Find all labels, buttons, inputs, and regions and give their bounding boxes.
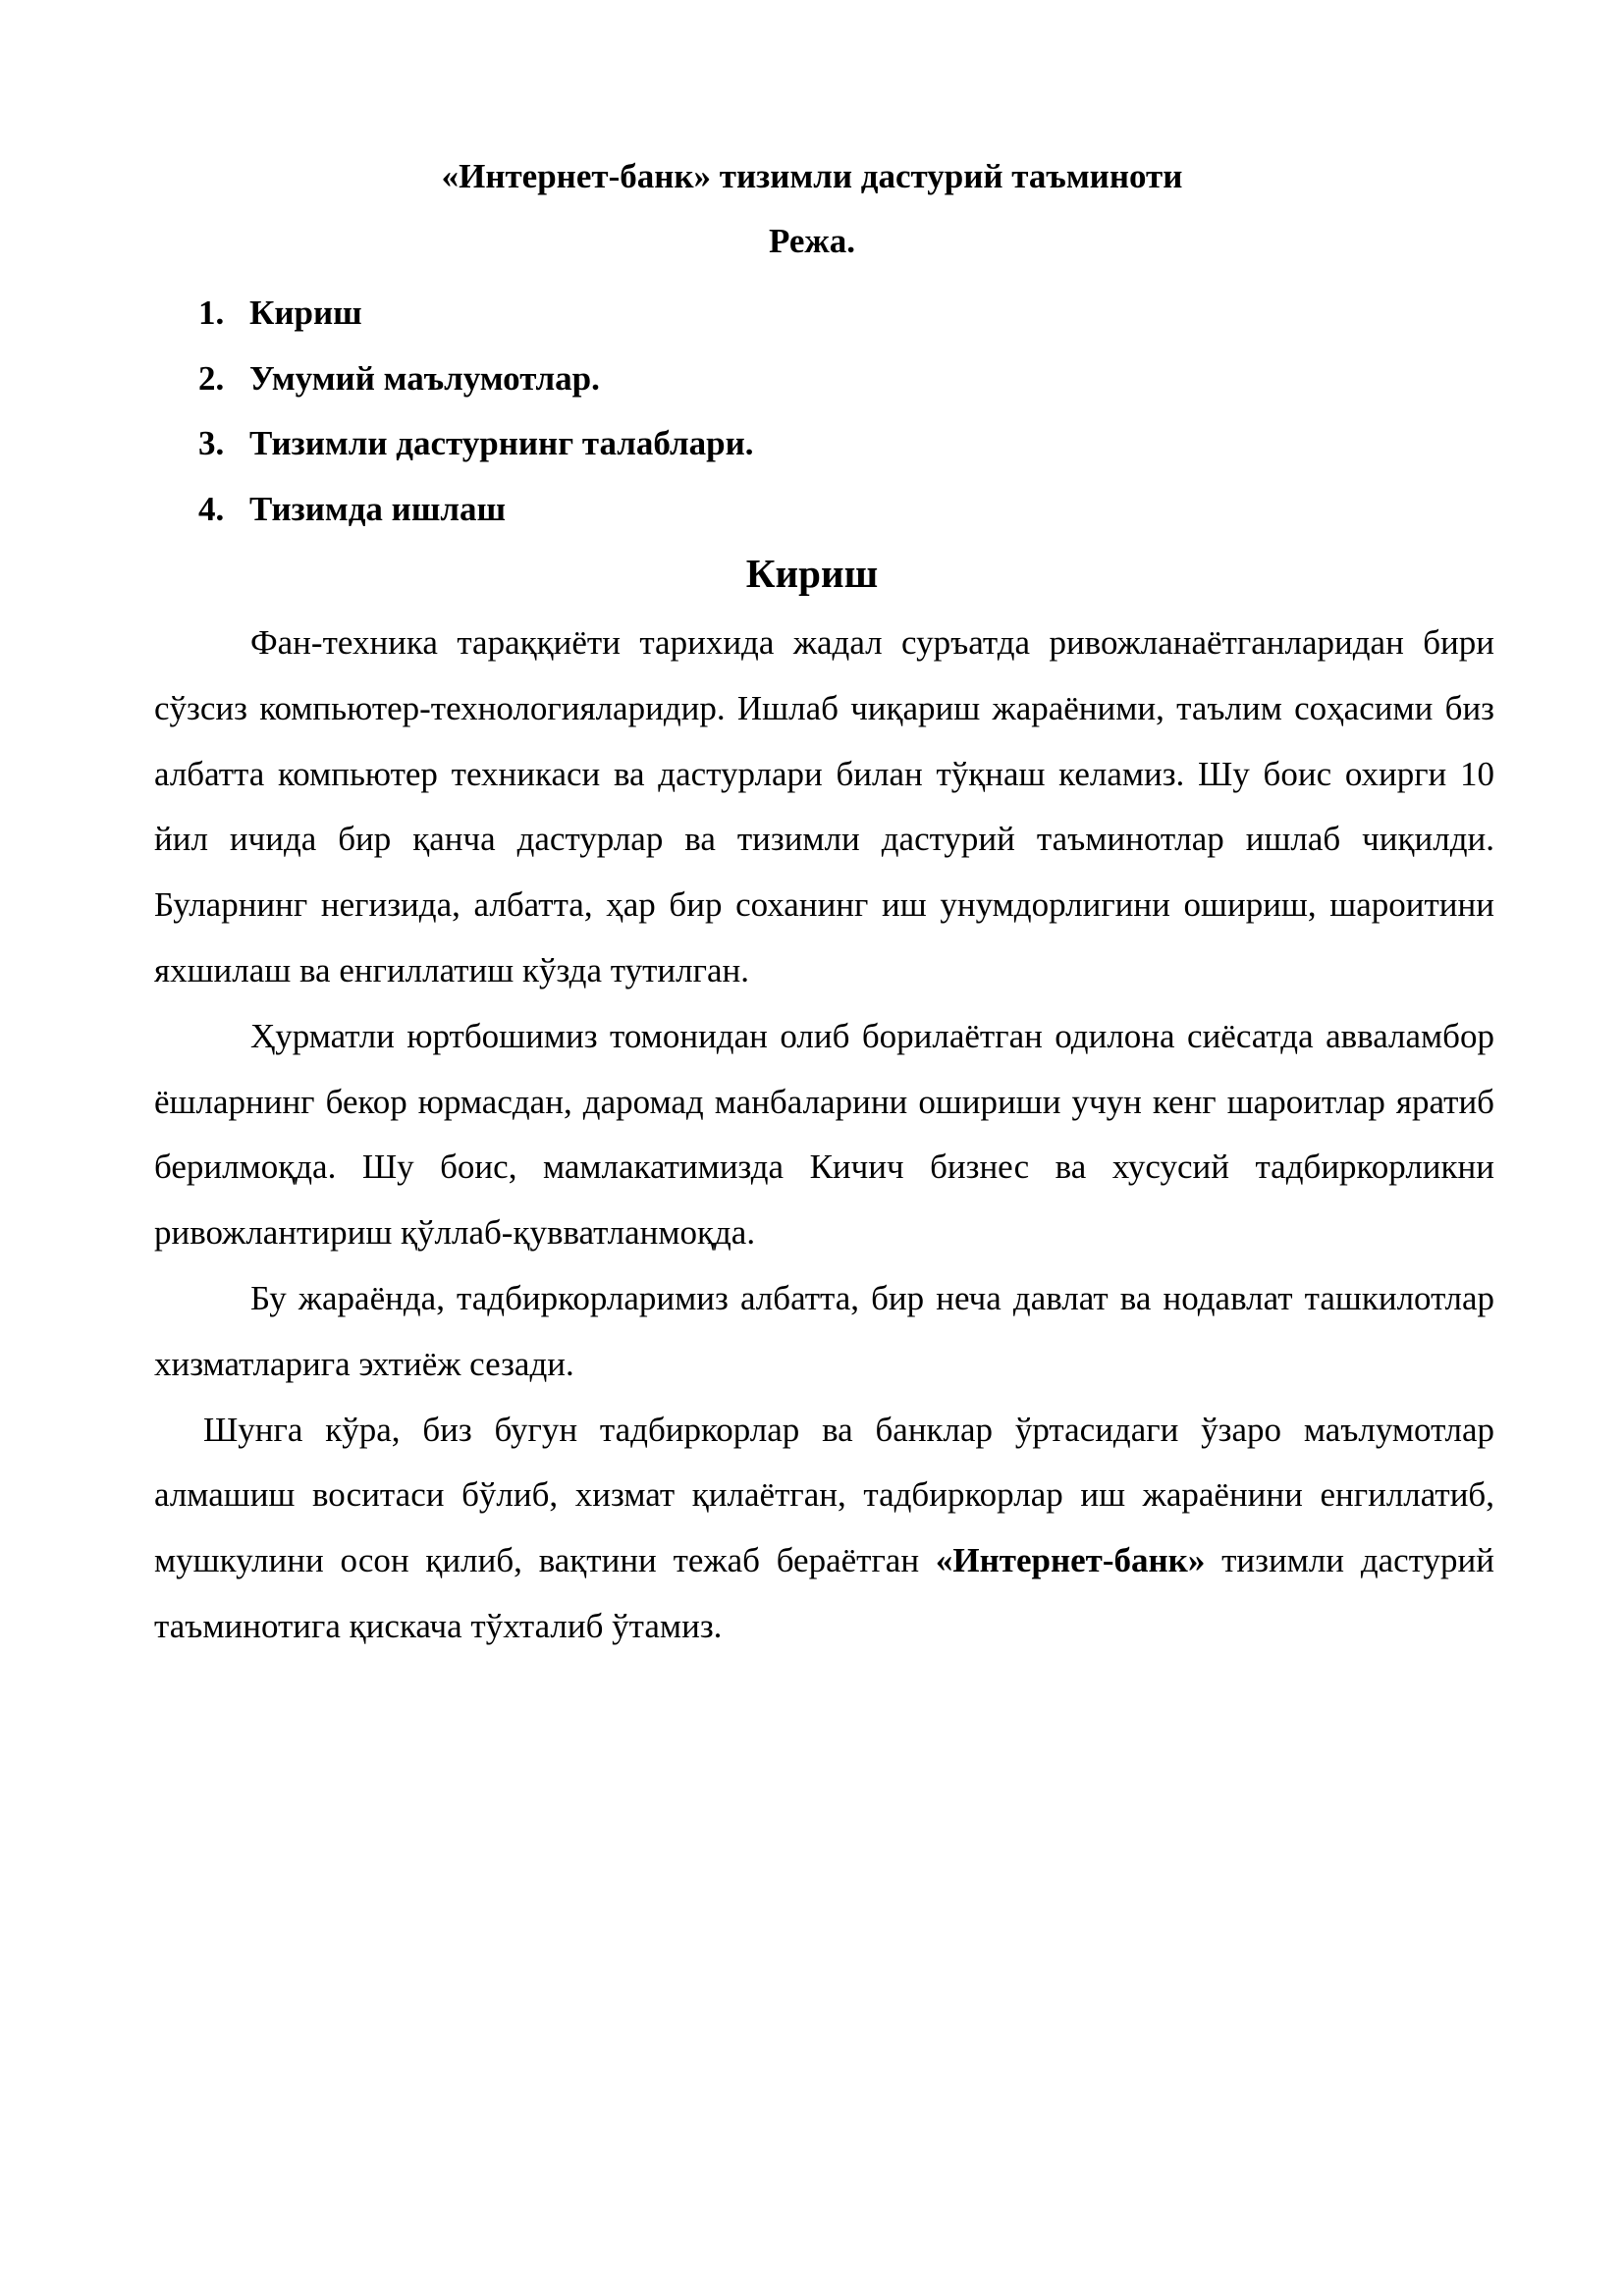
- plan-list: [198, 281, 754, 542]
- plan-item-number: 4.: [198, 489, 225, 528]
- paragraph: Фан-техника тараққиёти тарихида жадал суръатда ривожланаётганларидан бири сўзсиз компьютер-технологияларидир. Ишлаб чиқариш жараёними, таълим соҳасими биз албатта компьютер техникаси ва дастурлари билан тўқнаш келамиз. Шу боис охирги 10 йил ичида бир қанча дастурлар ва тизимли дастурий таъминотлар ишлаб чиқилди. Буларнинг негизида, албатта, ҳар бир соханинг иш унумдорлигини ошириш, шароитини яхшилаш ва енгиллатиш кўзда тутилган.: [154, 623, 1494, 989]
- product-name: «Интернет-банк»: [935, 1541, 1206, 1580]
- plan-item: [198, 411, 754, 477]
- plan-item-label: Тизимда ишлаш: [249, 489, 507, 528]
- document-title: «Интернет-банк» тизимли дастурий таъминоти: [441, 157, 1183, 195]
- plan-title: Режа.: [768, 222, 856, 260]
- plan-item-number: 2.: [198, 358, 225, 398]
- plan-item-label: Тизимли дастурнинг талаблари.: [249, 424, 754, 462]
- plan-item: [198, 477, 754, 543]
- plan-item: [198, 281, 754, 347]
- paragraph: Бу жараёнда, тадбиркорларимиз албатта, бир неча давлат ва нодавлат ташкилотлар хизматларига эхтиёж сезади.: [154, 1278, 1494, 1383]
- section-heading: Кириш: [745, 551, 879, 596]
- paragraph: Ҳурматли юртбошимиз томонидан олиб борилаётган одилона сиёсатда авваламбор ёшларнинг бекор юрмасдан, даромад манбаларини ошириши учун кенг шароитлар яратиб берилмоқда. Шу боис, мамлакатимизда Кичич бизнес ва хусусий тадбиркорликни ривожлантириш қўллаб-қувватланмоқда.: [154, 1016, 1494, 1253]
- paragraph-text: тизимли дастурий таъминотига қискача тўхталиб ўтамиз.: [154, 1541, 1494, 1645]
- plan-item-label: Умумий маълумотлар.: [249, 358, 600, 398]
- paragraph-final: [154, 1398, 1494, 1660]
- plan-item-label: Кириш: [249, 294, 362, 332]
- plan-item-number: 3.: [198, 424, 225, 462]
- plan-item-number: 1.: [198, 294, 225, 332]
- body-text: [154, 611, 1494, 1660]
- plan-item: [198, 347, 754, 412]
- paragraph-text: Шунга кўра, биз бугун тадбиркорлар ва банклар ўртасидаги ўзаро маълумотлар алмашиш воситаси бўлиб, хизмат қилаётган, тадбиркорлар иш жараёнини енгиллатиб, мушкулини осон қилиб, вақтини тежаб бераётган: [154, 1410, 1494, 1580]
